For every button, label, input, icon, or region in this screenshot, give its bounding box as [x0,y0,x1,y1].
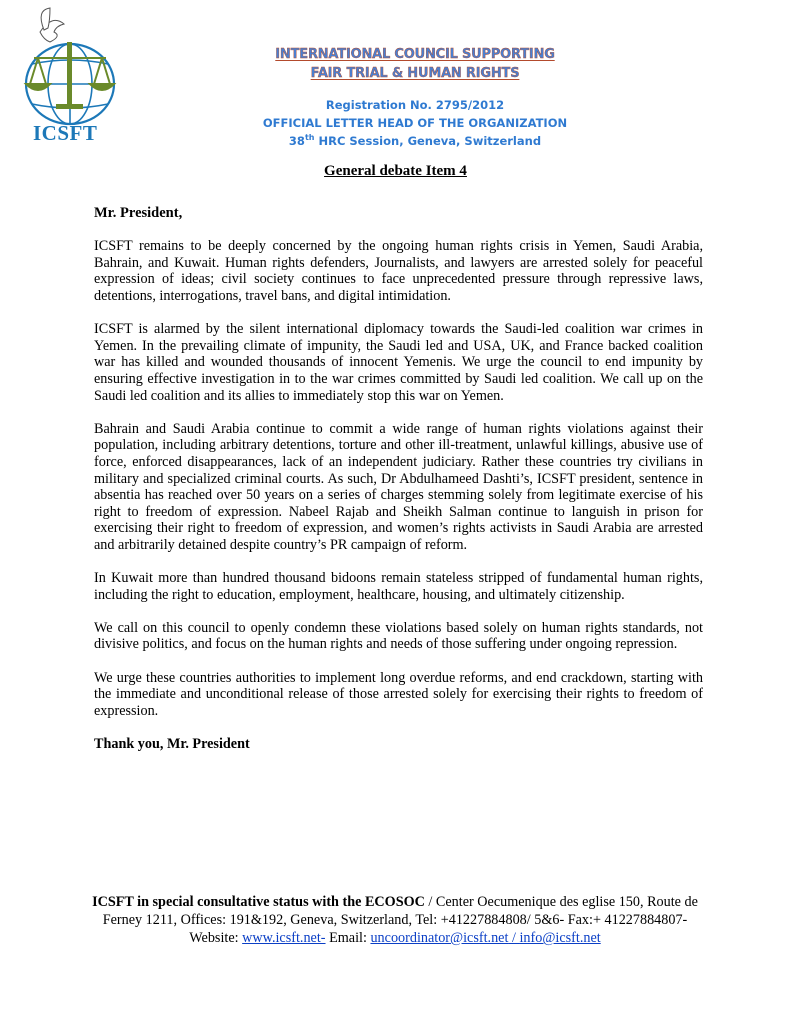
paragraph-2: ICSFT is alarmed by the silent international diplomacy towards the Saudi-led coalition war crimes in Yemen. In the prevailing climate of impunity, the Saudi led and USA, UK, and France backed coalition war has killed and wounded thousands of innocent Yemenis. We urge the council to end impunity by ensuring effective investigation in to the war crimes committed by Saudi led coalition. We call up on the Saudi led coalition and its allies to immediately stop this war on Yemen. [94,321,703,404]
footer-contact [80,893,710,947]
scales-icon [26,42,114,109]
footer-address: / Center Oecumenique des eglise 150, Route de Ferney 1211, Offices: 191&192, Geneva, Switzerland, Tel: +41227884808/ 5&6- Fax:+ 41227884807- Website: [102,894,698,946]
org-name-line2: FAIR TRIAL & HUMAN RIGHTS [310,66,520,81]
subject-heading: General debate Item 4 [324,163,467,179]
website-link[interactable]: www.icsft.net- [242,930,326,946]
paragraph-4: In Kuwait more than hundred thousand bidoons remain stateless stripped of fundamental human rights, including the right to education, employment, healthcare, housing, and ultimately citizenship. [94,570,703,603]
registration-number: Registration No. 2795/2012 [325,98,505,112]
email-link-coordinator[interactable]: uncoordinator@icsft.net [370,930,509,946]
letter-body [94,205,703,769]
dove-icon [40,8,64,42]
footer-status: ICSFT in special consultative status with the ECOSOC [92,894,425,910]
email-separator: / [508,930,520,946]
email-link-info[interactable]: info@icsft.net [519,930,601,946]
paragraph-5: We call on this council to openly condemn these violations based solely on human rights standards, not divisive politics, and focus on the human rights and needs of those suffering under ongoing repression. [94,619,703,653]
org-name [180,45,650,83]
email-label: Email: [325,930,371,946]
org-registration-block [180,96,650,150]
paragraph-3: Bahrain and Saudi Arabia continue to commit a wide range of human rights violations against their population, including arbitrary detentions, torture and other ill-treatment, unlawful killings, abusive use of force, enforced disappearances, lack of an independent judiciary. Rather these countries try civilians in military and specialized criminal courts. As such, Dr Abdulhameed Dashti’s, ICSFT president, sentence in absentia has reached over 50 years on a series of charges stemming solely from legitimate exercise of his right to freedom of expression. Nabeel Rajab and Sheikh Salman continue to languish in prison for exercising their right to freedom of expression, and women’s rights activists in Saudi Arabia are arrested and arbitrarily detained despite country’s PR campaign of reform. [94,420,703,553]
letterhead-label: OFFICIAL LETTER HEAD OF THE ORGANIZATION [262,116,568,130]
paragraph-6: We urge these countries authorities to implement long overdue reforms, and end crackdown, starting with the immediate and unconditional release of those arrested solely for exercising their rights to freedom of expression. [94,669,703,719]
logo-text: ICSFT [33,121,98,145]
session-line: 38th HRC Session, Geneva, Switzerland [288,133,542,148]
org-name-line1: INTERNATIONAL COUNCIL SUPPORTING [275,47,555,62]
paragraph-1: ICSFT remains to be deeply concerned by the ongoing human rights crisis in Yemen, Saudi Arabia, Bahrain, and Kuwait. Human rights defenders, Journalists, and lawyers are arrested solely for peaceful expression of ideas; civil society continues to face unprecedented pressure through repressive laws, detentions, interrogations, travel bans, and digital intimidation. [94,238,703,304]
closing: Thank you, Mr. President [94,736,250,752]
salutation: Mr. President, [94,205,183,221]
